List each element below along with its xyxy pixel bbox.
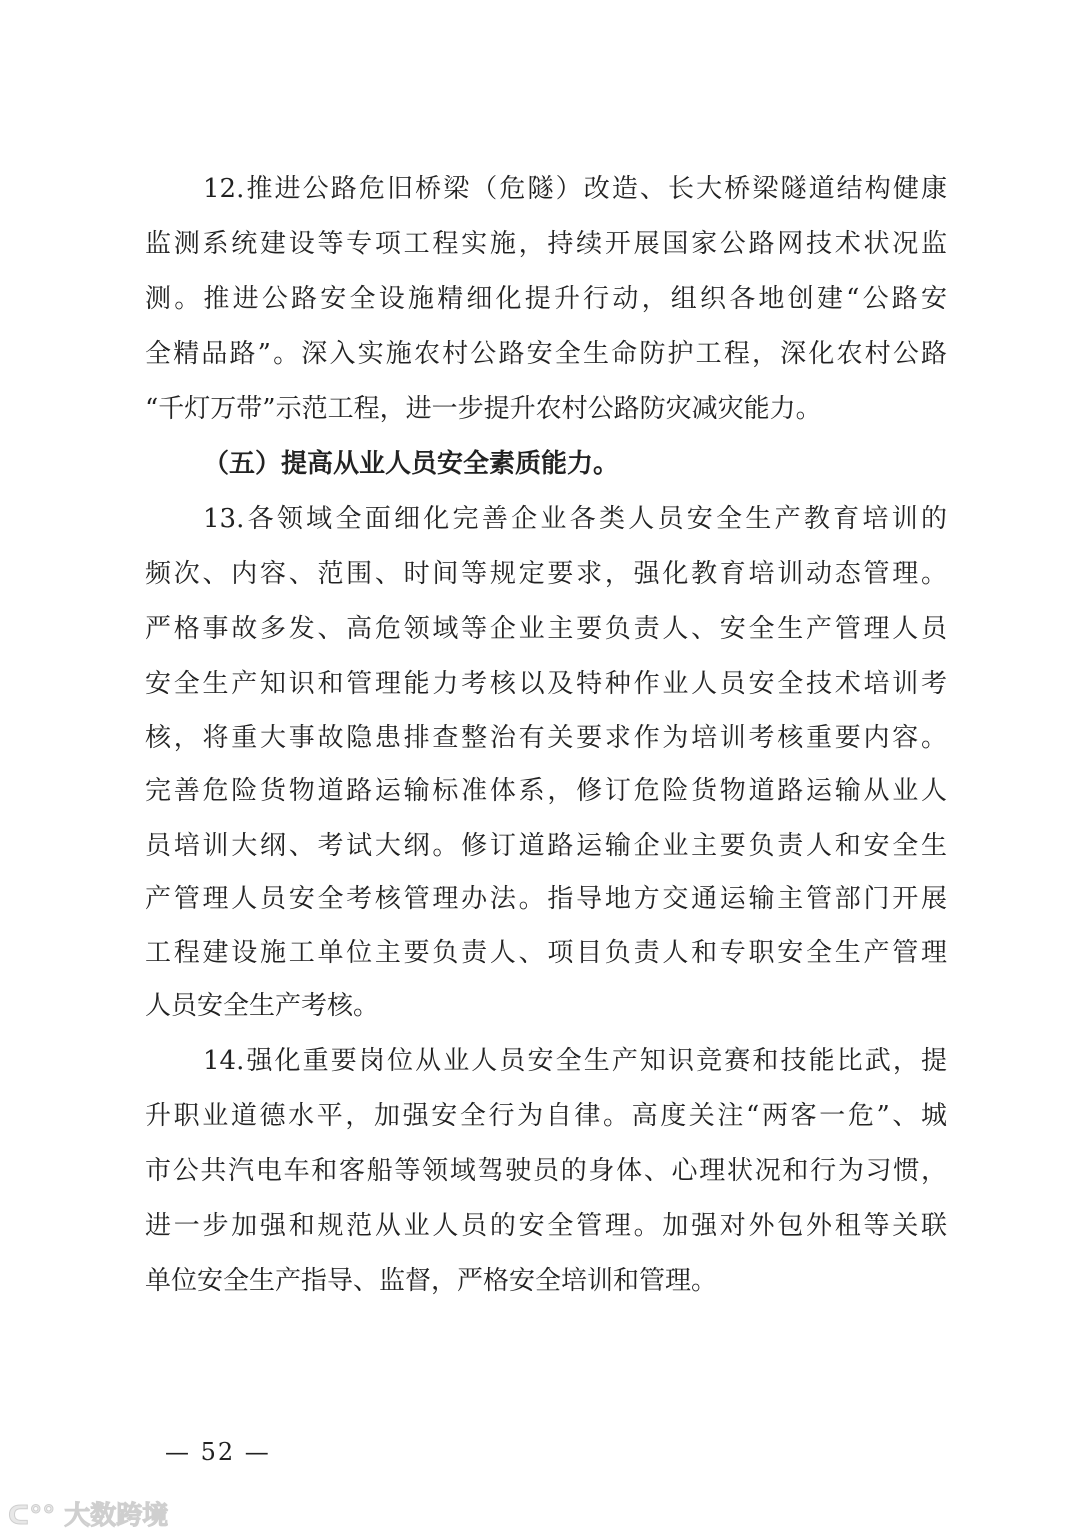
paragraph-line: 人员安全生产考核。: [145, 991, 380, 1021]
paragraph-line: 13.各领域全面细化完善企业各类人员安全生产教育培训的: [203, 504, 947, 534]
paragraph-line: 进一步加强和规范从业人员的安全管理。加强对外包外租等关联: [145, 1211, 947, 1241]
paragraph-line: 升职业道德水平，加强安全行为自律。高度关注“两客一危”、城: [145, 1101, 947, 1131]
paragraph-line: 单位安全生产指导、监督，严格安全培训和管理。: [145, 1266, 718, 1296]
paragraph-line: 市公共汽电车和客船等领域驾驶员的身体、心理状况和行为习惯，: [145, 1156, 947, 1186]
paragraph-line: 频次、内容、范围、时间等规定要求，强化教育培训动态管理。: [145, 559, 947, 589]
paragraph-line: 测。推进公路安全设施精细化提升行动，组织各地创建“公路安: [145, 284, 947, 314]
paragraph-line: 12.推进公路危旧桥梁（危隧）改造、长大桥梁隧道结构健康: [203, 174, 947, 204]
paragraph-line: 产管理人员安全考核管理办法。指导地方交通运输主管部门开展: [145, 884, 947, 914]
paragraph-line: 严格事故多发、高危领域等企业主要负责人、安全生产管理人员: [145, 614, 947, 644]
paragraph-line: 工程建设施工单位主要负责人、项目负责人和专职安全生产管理: [145, 938, 947, 968]
paragraph-line: 14.强化重要岗位从业人员安全生产知识竞赛和技能比武，提: [203, 1046, 947, 1076]
paragraph-line: 核，将重大事故隐患排查整治有关要求作为培训考核重要内容。: [145, 723, 947, 753]
watermark-logo: ᑕ°° 大数跨境: [8, 1501, 169, 1531]
paragraph-line: “千灯万带”示范工程，进一步提升农村公路防灾减灾能力。: [145, 394, 822, 424]
paragraph-line: 监测系统建设等专项工程实施，持续开展国家公路网技术状况监: [145, 229, 947, 259]
paragraph-line: 全精品路”。深入实施农村公路安全生命防护工程，深化农村公路: [145, 339, 947, 369]
paragraph-line: 安全生产知识和管理能力考核以及特种作业人员安全技术培训考: [145, 669, 947, 699]
paragraph-line: 完善危险货物道路运输标准体系，修订危险货物道路运输从业人: [145, 776, 947, 806]
page-number: — 52 —: [165, 1438, 271, 1466]
watermark-text: 大数跨境: [64, 1501, 169, 1531]
paragraph-line: 员培训大纲、考试大纲。修订道路运输企业主要负责人和安全生: [145, 831, 947, 861]
section-heading: （五）提高从业人员安全素质能力。: [203, 449, 620, 479]
